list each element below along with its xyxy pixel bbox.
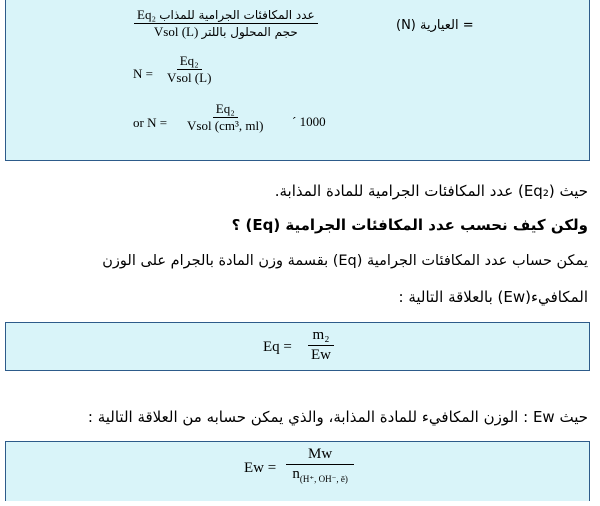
eq2-definition-text: حيث (Eq₂) عدد المكافئات الجرامية للمادة المذابة. <box>274 182 588 200</box>
denominator-subscript: (H⁺, OH⁻, ē) <box>299 473 348 484</box>
normality-definition-fraction <box>134 8 318 40</box>
fraction-numerator <box>134 8 318 24</box>
fraction-numerator: m₂ <box>308 327 335 346</box>
denominator-symbol: Vsol (L) <box>153 24 199 40</box>
n-equals-label: N = <box>133 66 153 81</box>
ew-formula-box <box>5 441 590 501</box>
fraction-denominator: Vsol (cm³, ml) <box>187 118 264 134</box>
times-1000: ´ 1000 <box>292 114 326 129</box>
normality-fraction <box>164 54 214 86</box>
numerator-symbol: Eq₂ <box>137 7 156 22</box>
explanation-text-continued: المكافيء(Ew) بالعلاقة التالية : <box>398 288 588 306</box>
fraction-denominator: Ew <box>311 346 331 363</box>
or-n-equals-label: or N = <box>133 115 168 130</box>
fraction-numerator: Eq₂ <box>177 54 202 70</box>
fraction-numerator: Mw <box>286 446 354 465</box>
normality-ml-fraction <box>184 102 266 134</box>
fraction-numerator: Eq₂ <box>213 102 238 118</box>
ew-fraction <box>286 446 354 484</box>
fraction-denominator <box>151 24 301 39</box>
fraction-denominator: Vsol (L) <box>167 70 212 86</box>
eq-lhs: Eq = <box>263 339 292 355</box>
question-heading: ولكن كيف نحسب عدد المكافئات الجرامية (Eq) ؟ <box>231 216 588 234</box>
fraction-denominator <box>289 465 351 485</box>
normality-formula-box <box>5 0 590 161</box>
explanation-text: يمكن حساب عدد المكافئات الجرامية (Eq) بقسمة وزن المادة بالجرام على الوزن <box>102 253 588 269</box>
denominator-arabic: حجم المحلول باللتر <box>201 25 298 40</box>
denominator-n: n <box>292 465 300 482</box>
ew-lhs: Ew = <box>244 460 277 476</box>
eq-formula-box <box>5 322 590 371</box>
ew-definition-text: حيث Ew : الوزن المكافيء للمادة المذابة، والذي يمكن حسابه من العلاقة التالية : <box>87 408 588 426</box>
numerator-arabic: عدد المكافئات الجرامية للمذاب <box>159 8 315 22</box>
normality-lhs: (N) العيارية = <box>396 18 474 33</box>
eq-fraction <box>306 327 336 363</box>
